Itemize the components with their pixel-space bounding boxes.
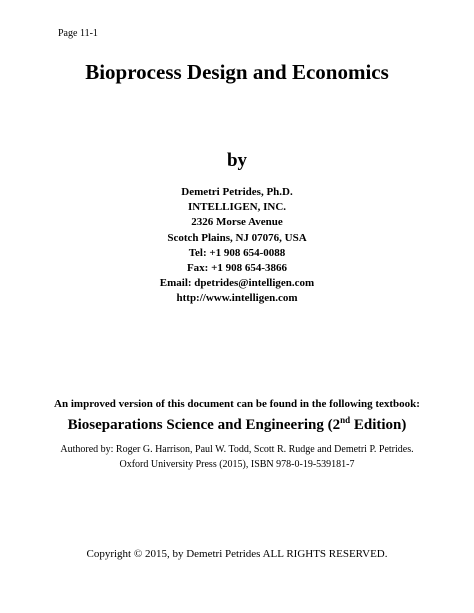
author-email: Email: dpetrides@intelligen.com: [159, 277, 315, 290]
copyright-notice: Copyright © 2015, by Demetri Petrides ALL RIGHTS RESERVED.: [86, 548, 388, 560]
author-fax: Fax: +1 908 654-3866: [186, 262, 288, 275]
author-company: INTELLIGEN, INC.: [187, 201, 287, 214]
by-label: by: [226, 150, 248, 171]
author-block: [0, 185, 474, 307]
textbook-authors: Authored by: Roger G. Harrison, Paul W. Todd, Scott R. Rudge and Demetri P. Petrides.: [60, 444, 414, 455]
author-city: Scotch Plains, NJ 07076, USA: [167, 231, 307, 244]
author-tel: Tel: +1 908 654-0088: [188, 246, 286, 259]
improved-version-note: An improved version of this document can be found in the following textbook:: [54, 398, 420, 410]
textbook-title: [0, 417, 474, 434]
textbook-title-main: Bioseparations Science and Engineering (2: [67, 417, 341, 433]
textbook-title-superscript: nd: [340, 415, 351, 425]
author-name: Demetri Petrides, Ph.D.: [181, 186, 293, 198]
page-number: Page 11-1: [58, 28, 98, 39]
textbook-meta: [0, 442, 474, 472]
document-title: Bioprocess Design and Economics: [85, 60, 389, 84]
textbook-title-edition: Edition): [350, 417, 407, 433]
author-website: http://www.intelligen.com: [176, 292, 298, 305]
textbook-publisher: Oxford University Press (2015), ISBN 978-0-19-539181-7: [119, 459, 355, 470]
author-street: 2326 Morse Avenue: [191, 216, 283, 229]
